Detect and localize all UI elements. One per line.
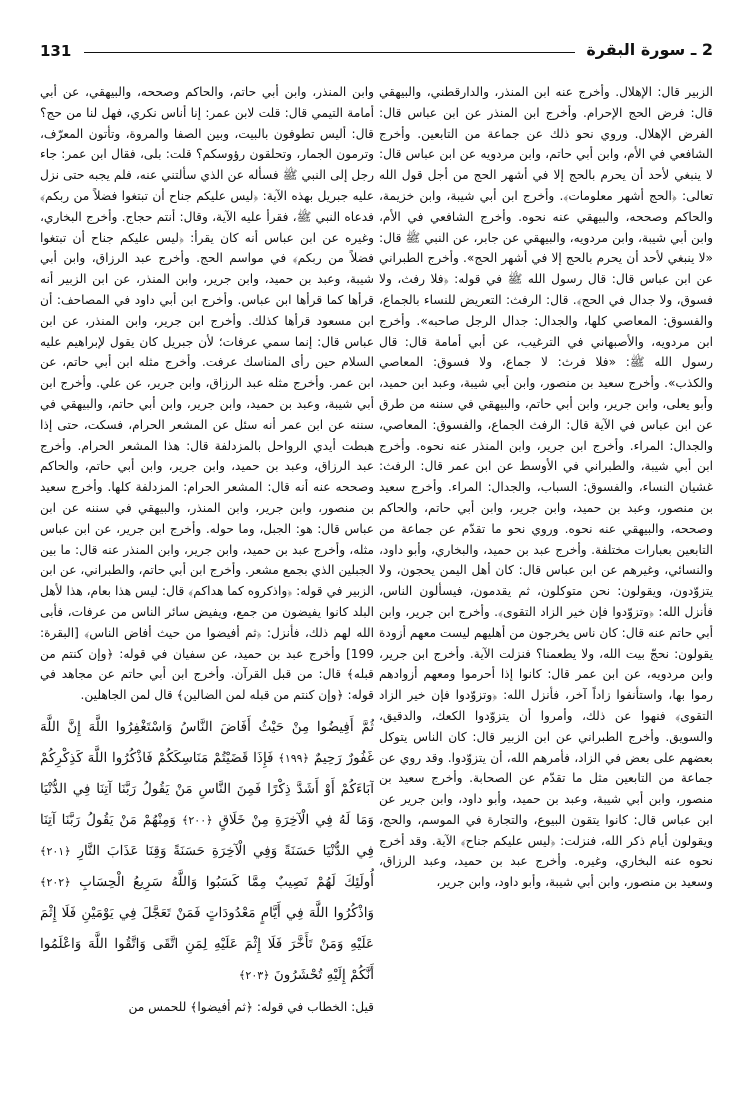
commentary-paragraph: الزبير قال: الإهلال. وأخرج عنه ابن المنذر، والدارقطني، والبيهقي قال: فرض الحج الإحرام. وأخرج ابن المنذر عن ابن عباس قال: الفرض الإهلال. وروي نحو ذلك عن جماعة من التابعين. وأخرج الشافعي في الأم، وابن أبي حاتم، وابن مردويه عن ابن عباس قال: لا ينبغي لأحد أن يحرم بالحج إلا في أشهر الحج من أجل قول الله تعالى: ﴿الحج أشهر معلومات﴾. وأخرج ابن أبي شيبة، وابن خزيمة، والحاكم وصححه، والبيهقي عنه نحوه. وأخرج الشافعي في الأم، وابن أبي شيبة، وابن مردويه، والبيهقي عن جابر، عن النبي ﷺ قال: «لا ينبغي لأحد أن يحرم بالحج إلا في أشهر الحج». وأخرج الطبراني عن ابن عباس قال: قال رسول الله ﷺ في قوله: ﴿فلا رفث، ولا فسوق، ولا جدال في الحج﴾. قال: الرفث: التعريض للنساء بالجماع، والفسوق: المعاصي كلها، والجدال: جدال الرجل صاحبه». وأخرج ابن مردويه، والأصبهاني في الترغيب، عن أبي أمامة قال: قال رسول الله ﷺ: «فلا فرث: لا جماع، ولا فسوق: المعاصي والكذب». وأخرج سعيد بن منصور، وابن أبي شيبة، وعبد ابن حميد، وأبو يعلى، وابن جرير، وابن أبي حاتم، والبيهقي في سننه من طرق عن ابن عباس في الآية قال: الرفث الجماع، والفسوق: المعاصي، والجدال: المراء. وأخرج ابن جرير، وابن المنذر عنه نحوه. وأخرج ابن أبي شيبة، والطبراني في الأوسط عن ابن عمر قال: الرفث: غشيان النساء، والفسوق: السباب، والجدال: المراء. وأخرج سعيد بن منصور، وعبد بن حميد، وابن جرير، وابن أبي حاتم، والحاكم وصححه، والبيهقي عنه نحوه. وروي نحو ما تقدّم عن جماعة من التابعين بعبارات مختلفة. وأخرج عبد بن حميد، والبخاري، وأبو داود، والنسائي، وغيرهم عن ابن عباس قال: كان أهل اليمن يحجون، ولا يتزوّدون، ويقولون: نحن متوكلون، ثم يقدمون، فيسألون الناس، فأنزل الله: ﴿وتزوّدوا فإن خير الزاد التقوى﴾. وأخرج ابن جرير، وابن أبي حاتم عنه قال: كان ناس يخرجون من أهليهم ليست معهم أزودة يقولون: نحجّ بيت الله، ولا يطعمنا؟ فنزلت الآية. وأخرج ابن جرير، وابن مردويه، عن ابن عمر قال: كانوا إذا أحرموا ومعهم أزوادهم رموا بها، واستأنفوا زاداً آخر، فأنزل الله: ﴿وتزوّدوا فإن خير الزاد التقوى﴾ فنهوا عن ذلك، وأمروا أن يتزوّدوا الكعك، والدقيق، والسويق. وأخرج الطبراني عن ابن الزبير قال: كان الناس يتوكل بعضهم على بعض في الزاد، فأمرهم الله، أن يتزوّدوا. وقد روي عن جماعة من التابعين مثل ما تقدّم عن الصحابة. وأخرج سعيد بن منصور، وابن أبي شيبة، وعبد بن حميد، وأبو داود، وابن جرير عن ابن عباس قال: كانوا يتقون البيوع، والتجارة في الموسم، والحج، ويقولون أيام ذكر الله، فنزلت: ﴿ليس عليكم جناح﴾ الآية. وقد أخرج نحوه عنه البخاري، وغيره. وأخرج عبد بن حميد، وعبد الرزاق، وسعيد بن منصور، وابن أبي شيبة، وأبو داود، وابن جرير، [379,85,713,890]
surah-title: 2 ـ سورة البقرة [586,40,713,59]
header-rule [84,52,575,53]
verse-text: ثُمَّ أَفِيضُوا مِنْ حَيْثُ أَفَاضَ النَّاسُ وَاسْتَغْفِرُوا اللَّهَ إِنَّ اللَّهَ غَفُورٌ رَحِيمٌ [40,718,374,766]
page-number: 131 [40,42,72,60]
commentary-paragraph: قيل: الخطاب في قوله: ﴿ثم أفيضوا﴾ للحمس من [128,999,374,1014]
left-column [40,82,374,1092]
verse-number: ﴿١٩٩﴾ [278,751,309,765]
right-column [379,82,713,1092]
page-header [40,40,713,66]
verse-number: ﴿٢٠٠﴾ [181,813,213,827]
verse-text: وَمِنْهُمْ مَنْ يَقُولُ رَبَّنَا آتِنَا فِي الدُّنْيَا حَسَنَةً وَفِي الْآخِرَةِ حَسَنَةً وَقِنَا عَذَابَ النَّارِ [40,811,374,859]
verse-text: وَاذْكُرُوا اللَّهَ فِي أَيَّامٍ مَعْدُودَاتٍ فَمَنْ تَعَجَّلَ فِي يَوْمَيْنِ فَلَا إِثْمَ عَلَيْهِ وَمَنْ تَأَخَّرَ فَلَا إِثْمَ عَلَيْهِ لِمَنِ اتَّقَى وَاتَّقُوا اللَّهَ وَاعْلَمُوا أَنَّكُمْ إِلَيْهِ تُحْشَرُونَ [40,904,374,983]
commentary-paragraph: وابن المنذر، وابن أبي حاتم، والحاكم وصححه، والبيهقي، عن أبي أمامة التيمي قال: قلت لابن عمر: إنا أناس نكري، فهل لنا من حج؟ قال: أليس تطوفون بالبيت، وبين الصفا والمروة، وتأتون المعرّف، وترمون الجمار، وتحلقون رؤوسكم؟ قلت: بلى، فقال ابن عمر: جاء رجل إلى النبي ﷺ فسأله عن الذي سألتني عنه، فلم يجبه حتى نزل عليه جبريل بهذه الآية: ﴿ليس عليكم جناح أن تبتغوا فضلاً من ربكم﴾ فدعاه النبي ﷺ، فقرأ عليه الآية، وقال: أنتم حجاج. وأخرج البخاري، وغيره عن ابن عباس أنه كان يقرأ: ﴿ليس عليكم جناح أن تبتغوا فضلاً من ربكم﴾ في مواسم الحج. وأخرج عبد الرزاق، وابن أبي شيبة، وعبد بن حميد، وابن جرير، وابن المنذر، عن ابن الزبير أنه قرأها كما قرأها ابن عباس. وأخرج ابن أبي داود في المصاحف: أن ابن مسعود قرأها كذلك. وأخرج ابن جرير، وابن المنذر، عن ابن عباس قال: إنما سمي عرفات؛ لأن جبريل كان يقول لإبراهيم عليه السلام حين رأى المناسك عرفت. وأخرج مثله ابن أبي حاتم، عن ابن عمر. وأخرج مثله عبد الرزاق، وابن جرير، عن علي. وأخرج ابن أبي شيبة، وعبد بن حميد، وابن جرير، وابن أبي حاتم، والبيهقي في سننه عن ابن عمر أنه سئل عن المشعر الحرام، فسكت، حتى إذا هبطت أيدي الرواحل بالمزدلفة قال: هذا المشعر الحرام. وأخرج عبد الرزاق، وعبد بن حميد، وابن جرير، وابن أبي حاتم، والحاكم وصححه عنه أنه قال: المشعر الحرام: المزدلفة كلها. وأخرج سعيد بن منصور، وابن جرير، وابن المنذر، والبيهقي في سننه عن ابن عباس قال: هو: الجبل، وما حوله. وأخرج ابن جرير، عن ابن عباس مثله، وأخرج عبد بن حميد، وابن جرير، وابن المنذر عنه قال: ما بين الجبلين الذي بجمع مشعر. وأخرج ابن أبي حاتم، والطبراني، عن ابن الزبير في قوله: ﴿واذكروه كما هداكم﴾ قال: ليس هذا بعام، هذا لأهل البلد كانوا يفيضون من جمع، ويفيض سائر الناس من عرفات، فأبى الله لهم ذلك، فأنزل: ﴿ثم أفيضوا من حيث أفاض الناس﴾ [البقرة: 199] وأخرج عبد بن حميد، عن سفيان في قوله: ﴿وإن كنتم من قبله﴾ قال: من قبل القرآن. وأخرج ابن أبي حاتم عن مجاهد في قوله: ﴿وإن كنتم من قبله لمن الضالين﴾ قال لمن الجاهلين. [40,85,374,703]
verse-text: أُولَئِكَ لَهُمْ نَصِيبٌ مِمَّا كَسَبُوا وَاللَّهُ سَرِيعُ الْحِسَابِ [79,873,374,890]
quran-verses [40,712,374,991]
verse-number: ﴿٢٠٣﴾ [238,968,270,982]
verse-text: فَإِذَا قَضَيْتُمْ مَنَاسِكَكُمْ فَاذْكُرُوا اللَّهَ كَذِكْرِكُمْ آبَاءَكُمْ أَوْ أَشَدَّ ذِكْرًا فَمِنَ النَّاسِ مَنْ يَقُولُ رَبَّنَا آتِنَا فِي الدُّنْيَا وَمَا لَهُ فِي الْآخِرَةِ مِنْ خَلَاقٍ [40,749,374,828]
verse-number: ﴿٢٠١﴾ [40,844,71,858]
verse-number: ﴿٢٠٢﴾ [40,875,71,889]
